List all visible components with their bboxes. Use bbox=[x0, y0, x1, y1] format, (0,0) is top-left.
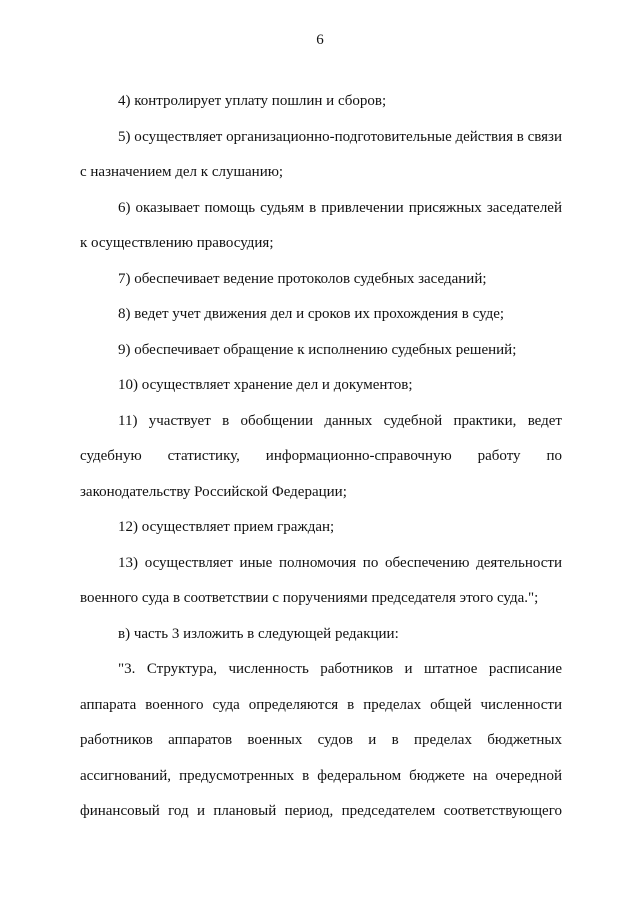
paragraph-item-9: 9) обеспечивает обращение к исполнению судебных решений; bbox=[118, 341, 517, 358]
paragraph-item-4: 4) контролирует уплату пошлин и сборов; bbox=[118, 93, 387, 109]
paragraph-item-7: 7) обеспечивает ведение протоколов судебных заседаний; bbox=[118, 270, 487, 287]
paragraph-item-11: 11) участвует в обобщении данных судебной практики, ведет судебную статистику, информационно-справочную работу по законодательству Российской Федерации; bbox=[80, 412, 562, 500]
document-body bbox=[80, 84, 562, 830]
paragraph-item-12: 12) осуществляет прием граждан; bbox=[118, 519, 335, 535]
paragraph-item-8: 8) ведет учет движения дел и сроков их прохождения в суде; bbox=[118, 306, 505, 322]
paragraph-amendment-v: в) часть 3 изложить в следующей редакции: bbox=[118, 625, 399, 642]
paragraph-item-10: 10) осуществляет хранение дел и документов; bbox=[118, 377, 413, 393]
paragraph-item-13: 13) осуществляет иные полномочия по обеспечению деятельности военного суда в соответствии с поручениями председателя этого суда."; bbox=[80, 554, 562, 606]
paragraph-item-6: 6) оказывает помощь судьям в привлечении присяжных заседателей к осуществлению правосудия; bbox=[80, 199, 562, 251]
paragraph-part-3: "3. Структура, численность работников и штатное расписание аппарата военного суда определяются в пределах общей численности работников аппаратов военных судов и в пределах бюджетных ассигнований, предусмотренных в федеральном бюджете на очередной финансовый год и плановый период, председателем соответствующего bbox=[80, 661, 562, 819]
page-number: 6 bbox=[316, 32, 324, 48]
paragraph-item-5: 5) осуществляет организационно-подготовительные действия в связи с назначением дел к слушанию; bbox=[80, 128, 563, 180]
